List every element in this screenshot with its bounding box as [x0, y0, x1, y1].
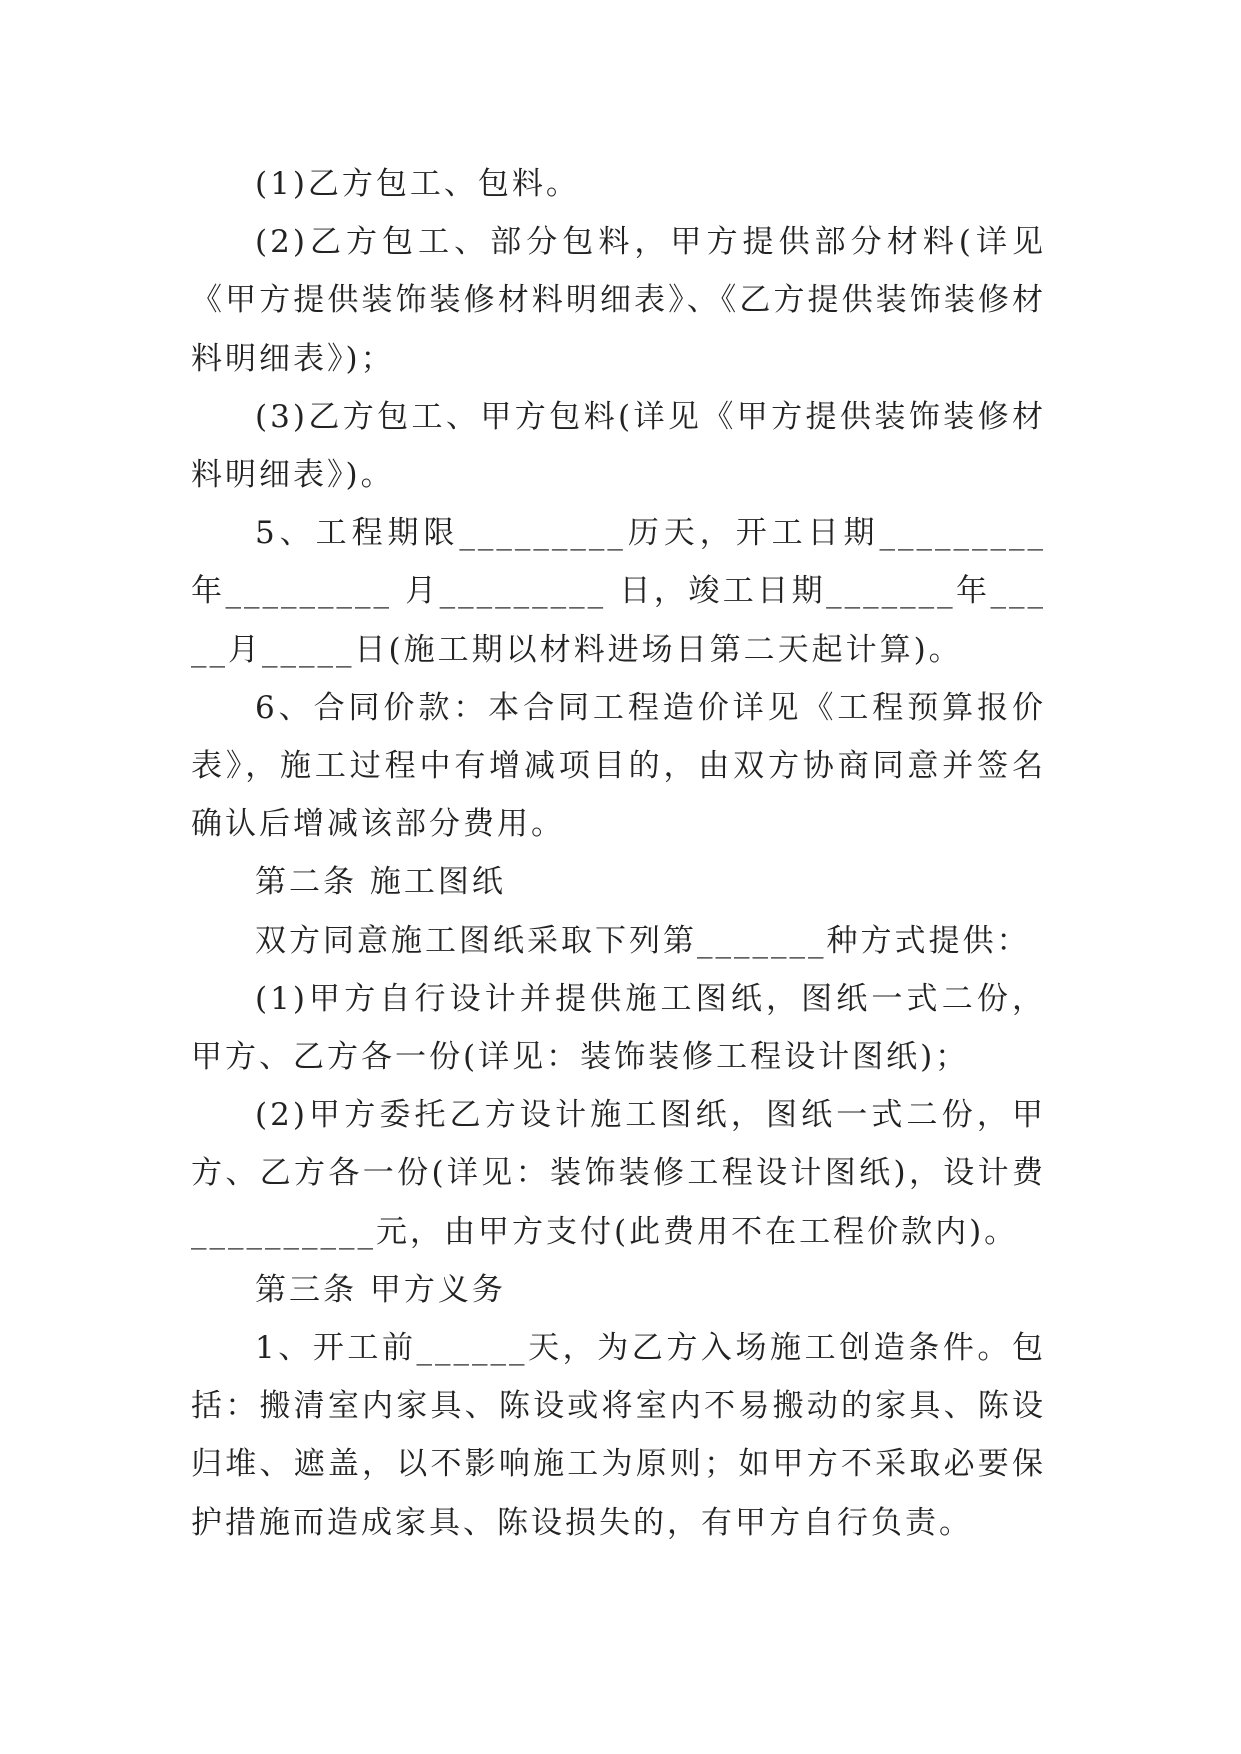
paragraph-material-option-3: (3)乙方包工、甲方包料(详见《甲方提供装饰装修材料明细表》)。 [191, 398, 1046, 494]
paragraph-material-option-2: (2)乙方包工、部分包料，甲方提供部分材料(详见《甲方提供装饰装修材料明细表》、《乙方提供装饰装修材料明细表》)； [191, 224, 1046, 377]
paragraph-project-period: 5、工程期限_________历天，开工日期_________年_________ 月_________ 日，竣工日期_______年_____月_____日(施工期以材料进场日第二天起计算)。 [191, 515, 1046, 668]
paragraph-drawing-option-1: (1)甲方自行设计并提供施工图纸，图纸一式二份，甲方、乙方各一份(详见：装饰装修工程设计图纸)； [191, 980, 1046, 1076]
paragraph-material-option-1: (1)乙方包工、包料。 [255, 166, 580, 202]
paragraph-drawing-option-2: (2)甲方委托乙方设计施工图纸，图纸一式二份，甲方、乙方各一份(详见：装饰装修工程设计图纸)，设计费__________元，由甲方支付(此费用不在工程价款内)。 [191, 1097, 1046, 1250]
paragraph-drawing-method: 双方同意施工图纸采取下列第_______种方式提供： [255, 922, 1031, 959]
section-heading-article-3: 第三条 甲方义务 [255, 1271, 506, 1308]
section-heading-article-2: 第二条 施工图纸 [255, 864, 506, 901]
paragraph-contract-price: 6、合同价款：本合同工程造价详见《工程预算报价表》，施工过程中有增减项目的，由双方协商同意并签名确认后增减该部分费用。 [191, 689, 1046, 843]
paragraph-party-a-obligation-1: 1、开工前______天，为乙方入场施工创造条件。包括：搬清室内家具、陈设或将室内不易搬动的家具、陈设归堆、遮盖，以不影响施工为原则；如甲方不采取必要保护措施而造成家具、陈设损失的，有甲方自行负责。 [191, 1330, 1046, 1541]
document-body [191, 155, 1046, 1552]
